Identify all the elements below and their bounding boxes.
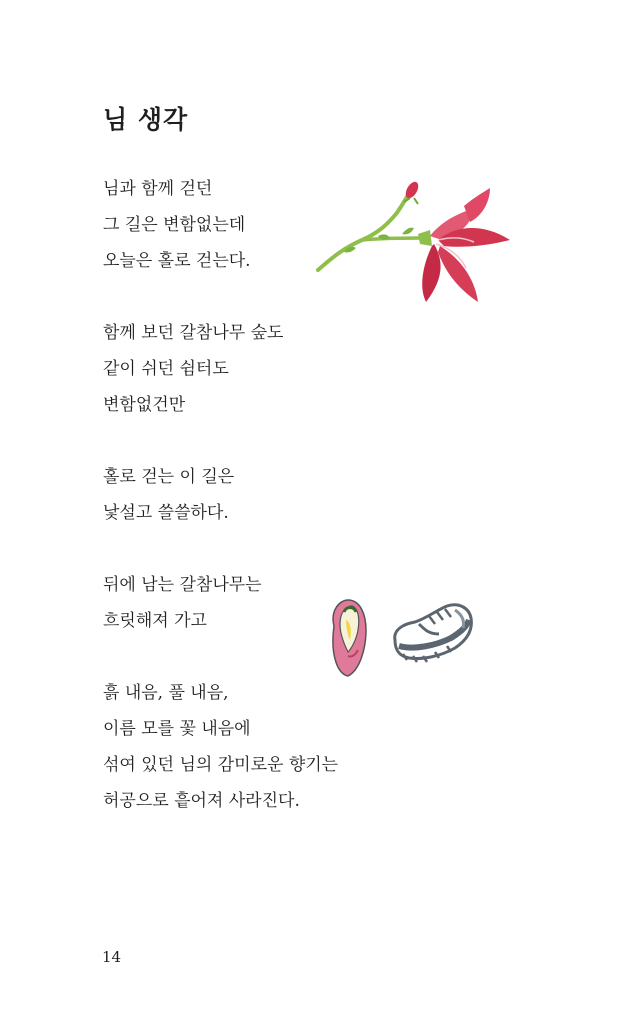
poem-line: 함께 보던 갈참나무 숲도: [103, 323, 284, 343]
poem-line: 허공으로 흩어져 사라진다.: [103, 791, 300, 811]
poem-title: 님 생각: [103, 105, 189, 134]
page-number: 14: [102, 948, 122, 966]
poem-line: 이름 모를 꽃 내음에: [103, 719, 251, 739]
poem-line: 홀로 걷는 이 길은: [103, 467, 235, 487]
poem-line: 변함없건만: [103, 395, 186, 415]
poem-line: 님과 함께 걷던: [103, 179, 213, 199]
stanza-2: [103, 318, 403, 426]
flower-illustration: [314, 178, 514, 310]
poem-line: 같이 쉬던 쉼터도: [103, 359, 229, 379]
poem-line: 흙 내음, 풀 내음,: [103, 683, 229, 703]
poem-line: 섞여 있던 님의 감미로운 향기는: [103, 755, 339, 775]
poem-line: 그 길은 변함없는데: [103, 215, 246, 235]
poem-line: 뒤에 남는 갈참나무는: [103, 575, 262, 595]
grey-sneaker-illustration: [389, 600, 475, 666]
poem-line: 흐릿해져 가고: [103, 611, 207, 631]
poem-line: 낯설고 쓸쓸하다.: [103, 503, 229, 523]
stanza-5: [103, 678, 403, 822]
stanza-3: [103, 462, 403, 534]
poem-line: 오늘은 홀로 걷는다.: [103, 251, 251, 271]
pink-slipper-illustration: [326, 596, 374, 680]
